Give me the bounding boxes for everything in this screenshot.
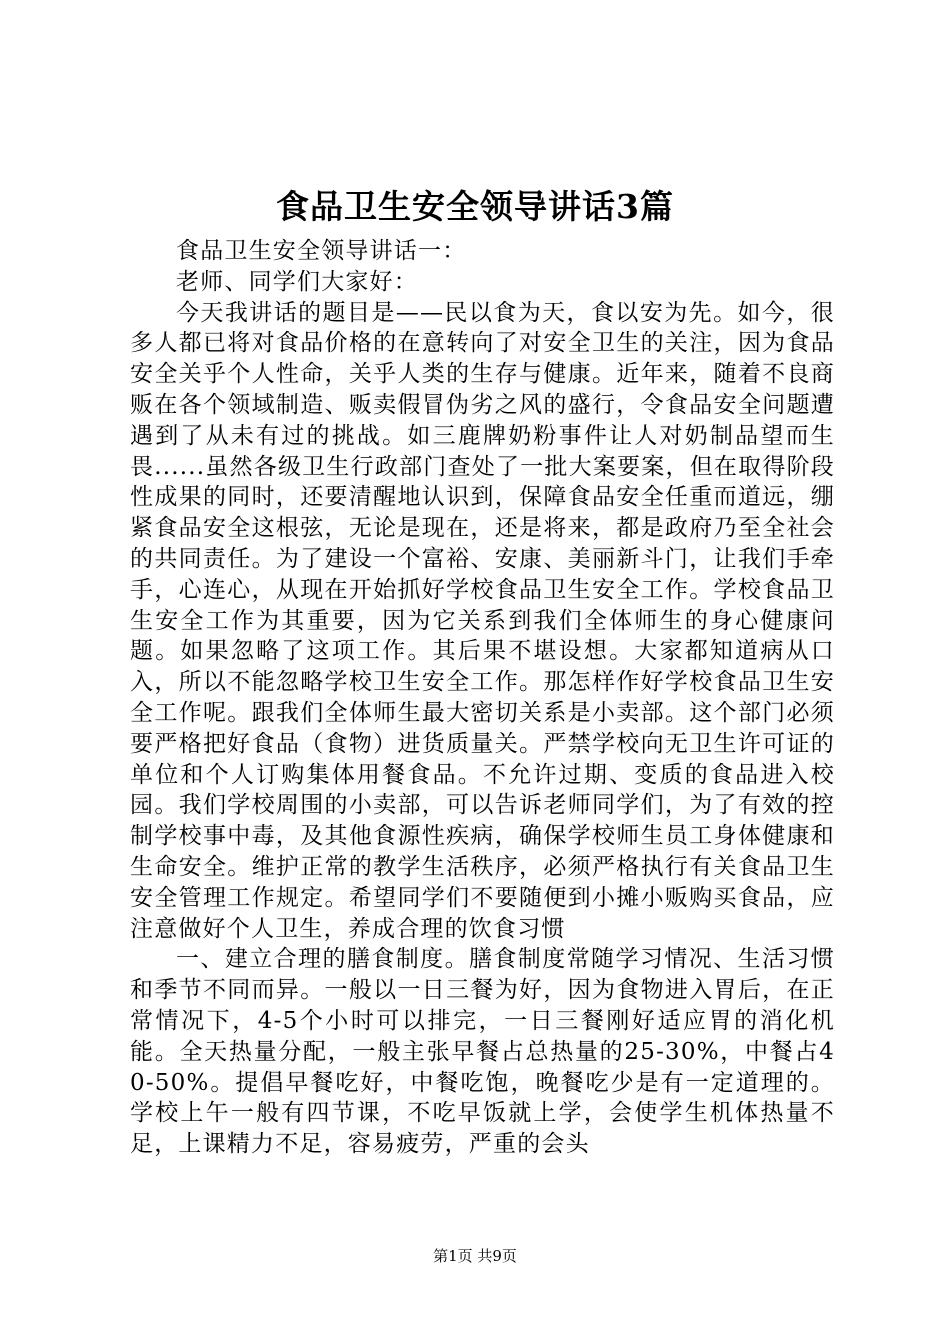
paragraph-section-one: 一、建立合理的膳食制度。膳食制度常随学习情况、生活习惯和季节不同而异。一般以一日三餐为好，因为食物进入胃后，在正常情况下，4-5个小时可以排完，一日三餐刚好适应胃的消化机能。全天热量分配，一般主张早餐占总热量的25-30%，中餐占40-50%。提倡早餐吃好，中餐吃饱，晚餐吃少是有一定道理的。学校上午一般有四节课，不吃早饭就上学，会使学生机体热量不足，上课精力不足，容易疲劳，严重的会头 (130, 946, 835, 1158)
paragraph-heading: 食品卫生安全领导讲话一： (176, 238, 467, 264)
page-footer: 第1页 共9页 (433, 1247, 517, 1265)
document-body (130, 236, 835, 1160)
paragraph-main: 今天我讲话的题目是——民以食为天，食以安为先。如今，很多人都已将对食品价格的在意转向了对安全卫生的关注，因为食品安全关乎个人性命，关乎人类的生存与健康。近年来，随着不良商贩在各个领域制造、贩卖假冒伪劣之风的盛行，令食品安全问题遭遇到了从未有过的挑战。如三鹿牌奶粉事件让人对奶制品望而生畏......虽然各级卫生行政部门查处了一批大案要案，但在取得阶段性成果的同时，还要清醒地认识到，保障食品安全任重而道远，绷紧食品安全这根弦，无论是现在，还是将来，都是政府乃至全社会的共同责任。为了建设一个富裕、安康、美丽新斗门，让我们手牵手，心连心，从现在开始抓好学校食品卫生安全工作。学校食品卫生安全工作为其重要，因为它关系到我们全体师生的身心健康问题。如果忽略了这项工作。其后果不堪设想。大家都知道病从口入，所以不能忽略学校卫生安全工作。那怎样作好学校食品卫生安全工作呢。跟我们全体师生最大密切关系是小卖部。这个部门必须要严格把好食品（食物）进货质量关。严禁学校向无卫生许可证的单位和个人订购集体用餐食品。不允许过期、变质的食品进入校园。我们学校周围的小卖部，可以告诉老师同学们，为了有效的控制学校事中毒，及其他食源性疾病，确保学校师生员工身体健康和生命安全。维护正常的教学生活秩序，必须严格执行有关食品卫生安全管理工作规定。希望同学们不要随便到小摊小贩购买食品，应注意做好个人卫生，养成合理的饮食习惯 (130, 299, 835, 942)
document-title: 食品卫生安全领导讲话3篇 (276, 187, 674, 226)
paragraph-greeting: 老师、同学们大家好： (176, 268, 418, 295)
